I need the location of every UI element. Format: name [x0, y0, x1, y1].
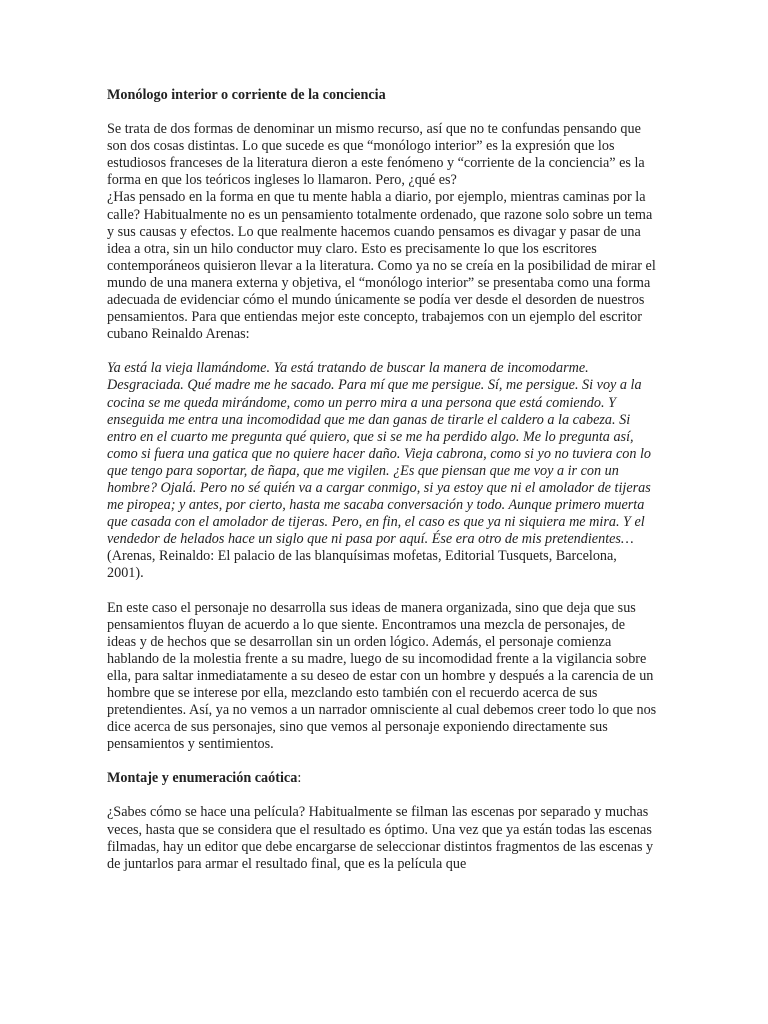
paragraph-intro: Se trata de dos formas de denominar un mismo recurso, así que no te confundas pensando que son dos cosas distintas. Lo que sucede es que “monólogo interior” es la expresión que los estudiosos franceses de la literatura dieron a este fenómeno y “corriente de la conciencia” es la forma en que los teóricos ingleses lo llamaron. Pero, ¿qué es?	[107, 121, 645, 189]
paragraph-analysis: En este caso el personaje no desarrolla sus ideas de manera organizada, sino que deja que sus pensamientos fluyan de acuerdo a lo que siente. Encontramos una mezcla de personajes, de ideas y de hechos que se desarrollan sin un orden lógico. Además, el personaje comienza hablando de la molestia frente a su madre, luego de su incomodidad frente a la vigilancia sobre ella, para saltar inmediatamente a su deseo de estar con un hombre y después a la carencia de un hombre que se interese por ella, mezclando esto también con el recuerdo acerca de sus pretendientes. Así, ya no vemos a un narrador omnisciente al cual debemos creer todo lo que nos dice acerca de sus personajes, sino que vemos al personaje exponiendo directamente sus pensamientos y sentimientos.	[107, 599, 657, 753]
literary-quote: Ya está la vieja llamándome. Ya está tratando de buscar la manera de incomodarme. Desgraciada. Qué madre me he sacado. Para mí que me persigue. Sí, me persigue. Si voy a la cocina se me queda mirándome, como un perro mira a una persona que está comiendo. Y enseguida me entra una incomodidad que me dan ganas de tirarle el caldero a la cabeza. Si entro en el cuarto me pregunta qué quiero, que si se me ha perdido algo. Me lo pregunta así, como si fuera una gatica que no quiere hacer daño. Vieja cabrona, como si yo no tuviera con lo que tengo para soportar, de ñapa, que me vigilen. ¿Es que piensan que me voy a ir con un hombre? Ojalá. Pero no sé quién va a cargar conmigo, si ya estoy que ni el amolador de tijeras me piropea; y antes, por cierto, hasta me sacaba conversación y todo. Aunque primero muerta que casada con el amolador de tijeras. Pero, en fin, el caso es que ya ni siquiera me mira. Y el vendedor de helados hace un siglo que ni pasa por aquí. Ése era otro de mis pretendientes…	[107, 360, 652, 548]
quote-citation: (Arenas, Reinaldo: El palacio de las blanquísimas mofetas, Editorial Tusquets, Barcelona, 2001).	[107, 548, 617, 582]
heading-colon: :	[297, 770, 302, 787]
section-heading-monologo: Monólogo interior o corriente de la conciencia	[107, 87, 386, 103]
section-heading-montaje: Montaje y enumeración caótica	[107, 770, 298, 787]
section-heading-montaje-line	[107, 770, 657, 787]
paragraph-explanation: ¿Has pensado en la forma en que tu mente habla a diario, por ejemplo, mientras caminas por la calle? Habitualmente no es un pensamiento totalmente ordenado, que razone solo sobre un tema y sus causas y efectos. Lo que realmente hacemos cuando pensamos es divagar y pasar de una idea a otra, sin un hilo conductor muy claro. Esto es precisamente lo que los escritores contemporáneos quisieron llevar a la literatura. Como ya no se creía en la posibilidad de mirar el mundo de una manera externa y objetiva, el “monólogo interior” se presentaba como una forma adecuada de evidenciar cómo el mundo únicamente se podía ver desde el desorden de nuestros pensamientos. Para que entiendas mejor este concepto, trabajemos con un ejemplo del escritor cubano Reinaldo Arenas:	[107, 189, 656, 343]
paragraph-montaje: ¿Sabes cómo se hace una película? Habitualmente se filman las escenas por separado y muchas veces, hasta que se considera que el resultado es óptimo. Una vez que ya están todas las escenas filmadas, hay un editor que debe encargarse de seleccionar distintos fragmentos de las escenas y de juntarlos para armar el resultado final, que es la película que	[107, 804, 654, 872]
document-page	[107, 87, 657, 890]
quote-block	[107, 360, 657, 582]
